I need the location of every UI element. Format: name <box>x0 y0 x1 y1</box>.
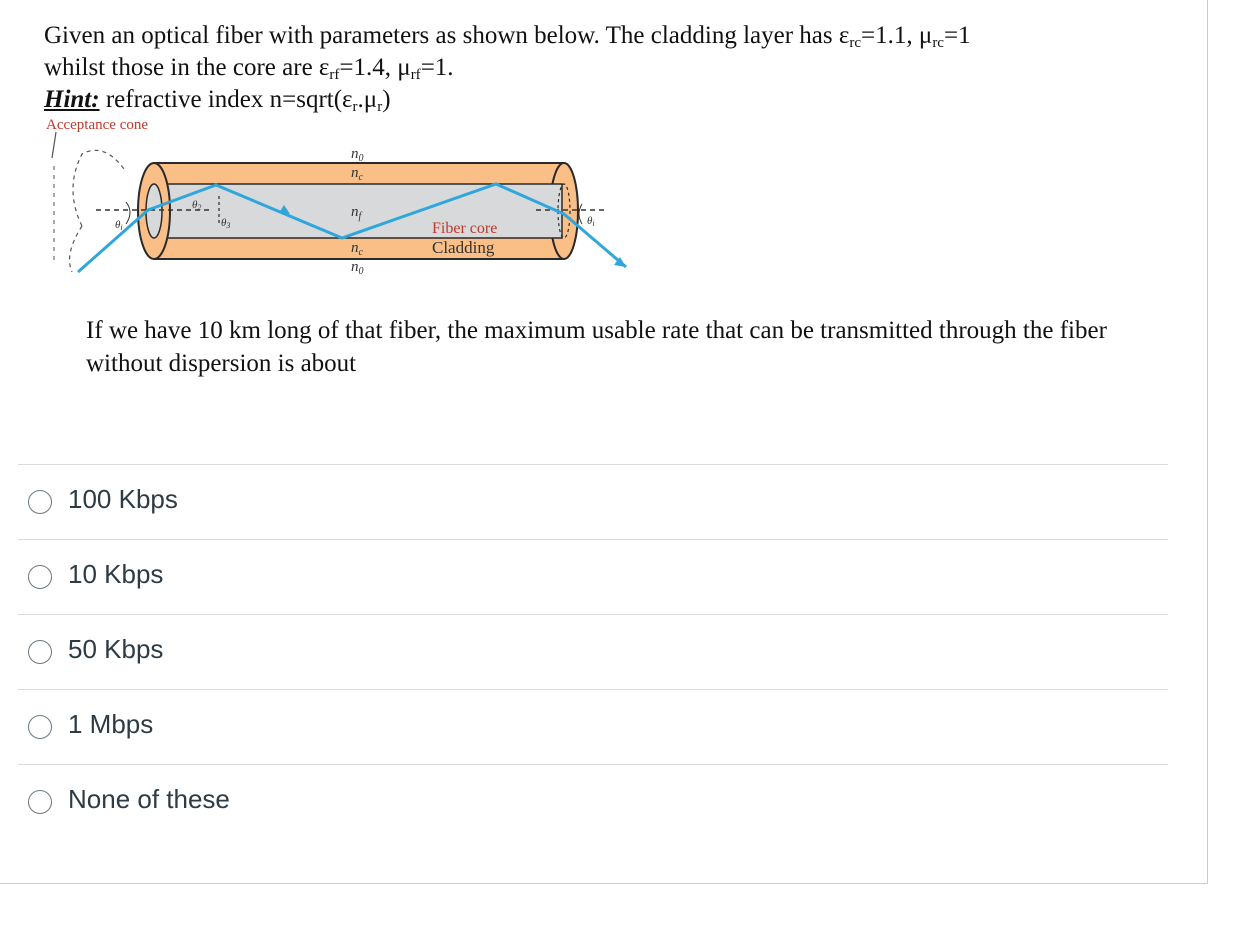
subscript: rf <box>329 67 340 83</box>
hint-text-fragment: .μ <box>357 86 378 113</box>
question-text-fragment: =1. <box>420 54 454 81</box>
optical-fiber-figure <box>44 114 644 286</box>
radio-button[interactable] <box>28 565 52 589</box>
question-text-fragment: Given an optical fiber with parameters as shown below. The cladding layer has ε <box>44 22 850 49</box>
theta3-label: θ3 <box>221 217 231 230</box>
radio-button[interactable] <box>28 790 52 814</box>
answer-label[interactable]: 50 Kbps <box>68 634 164 664</box>
fiber-core-label: Fiber core <box>432 220 498 237</box>
hint-text-fragment: ) <box>382 86 391 113</box>
theta-i-right-label: θi <box>587 215 595 228</box>
hint-text-fragment: refractive index n=sqrt(ε <box>99 86 353 113</box>
n0-bottom-label: $n_0$ <box>351 259 364 277</box>
answer-option-none-of-these[interactable] <box>18 764 1168 839</box>
question-text <box>44 20 1164 116</box>
acceptance-cone-outline <box>70 226 82 272</box>
answer-label[interactable]: None of these <box>68 784 230 814</box>
n0-top-label: $n_0$ <box>351 146 364 164</box>
answer-list <box>18 464 1168 839</box>
optical-fiber-diagram <box>44 114 644 286</box>
hint-label: Hint: <box>44 86 100 113</box>
acceptance-cone-outline <box>73 150 124 226</box>
answer-option-100-kbps[interactable] <box>18 464 1168 539</box>
answer-label[interactable]: 10 Kbps <box>68 559 164 589</box>
radio-button[interactable] <box>28 640 52 664</box>
subscript: r <box>377 99 383 115</box>
subscript: rc <box>932 35 944 51</box>
nc-top-label: $n_c$ <box>351 165 363 183</box>
theta-i-left-label: θi <box>115 219 123 232</box>
answer-option-1-mbps[interactable] <box>18 689 1168 764</box>
answer-label[interactable]: 1 Mbps <box>68 709 154 739</box>
answer-option-50-kbps[interactable] <box>18 614 1168 689</box>
acceptance-cone-label: Acceptance cone <box>46 117 149 133</box>
theta2-label: θ2 <box>192 199 202 212</box>
acceptance-cone-pointer <box>52 132 56 158</box>
cladding-label: Cladding <box>432 238 495 257</box>
subscript: r <box>352 99 358 115</box>
question-line-1 <box>44 20 1164 52</box>
nc-bottom-label: $n_c$ <box>351 240 363 258</box>
question-text-fragment: =1.1, μ <box>861 22 933 49</box>
question-prompt: If we have 10 km long of that fiber, the maximum usable rate that can be transmitted through the fiber without dispersion is about <box>86 317 1107 377</box>
question-text-fragment: =1 <box>943 22 971 49</box>
answer-label[interactable]: 100 Kbps <box>68 484 178 514</box>
answer-option-10-kbps[interactable] <box>18 539 1168 614</box>
subscript: rc <box>849 35 862 51</box>
question-text-fragment: =1.4, μ <box>339 54 411 81</box>
radio-button[interactable] <box>28 715 52 739</box>
subscript: rf <box>410 67 421 83</box>
question-line-2 <box>44 52 1164 84</box>
hint-line <box>44 84 1164 116</box>
angle-arc <box>126 202 130 224</box>
question-text-fragment: whilst those in the core are ε <box>44 54 330 81</box>
radio-button[interactable] <box>28 490 52 514</box>
nf-label: $n_f$ <box>351 204 362 222</box>
angle-arc <box>579 204 582 224</box>
